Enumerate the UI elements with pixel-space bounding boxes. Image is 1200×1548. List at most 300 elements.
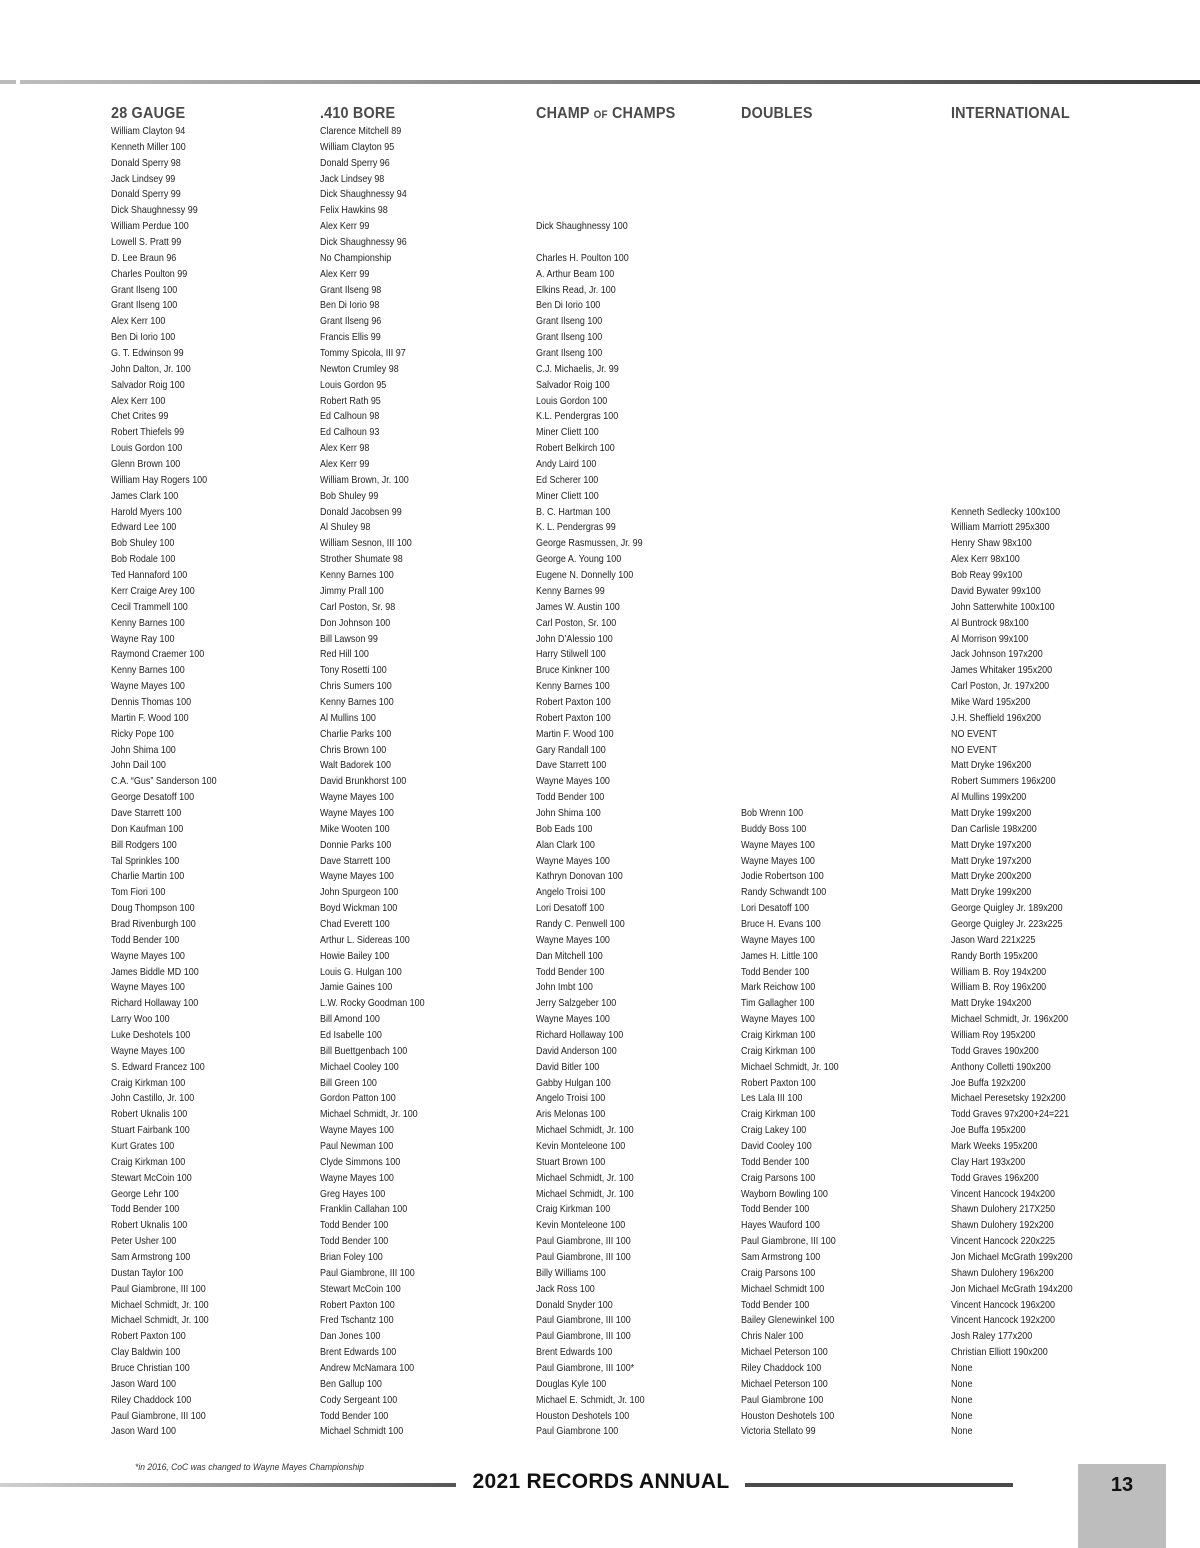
record-entry: Paul Giambrone, III 100: [741, 1236, 836, 1248]
record-entry: Mike Ward 195x200: [951, 696, 1031, 708]
record-entry: Ben Di Iorio 98: [320, 300, 380, 312]
record-entry: Edward Lee 100: [111, 522, 177, 534]
record-entry: Red Hill 100: [320, 649, 369, 661]
record-entry: Kenny Barnes 99: [536, 585, 605, 597]
record-entry: William Roy 195x200: [951, 1029, 1036, 1041]
record-entry: Alex Kerr 100: [111, 395, 166, 407]
record-entry: Martin F. Wood 100: [111, 712, 189, 724]
record-entry: J.H. Sheffield 196x200: [951, 712, 1042, 724]
record-entry: Michael Schmidt, Jr. 100: [536, 1125, 634, 1137]
record-entry: Carl Poston, Jr. 197x200: [951, 681, 1050, 693]
record-entry: Alex Kerr 100: [111, 316, 166, 328]
record-entry: Kenneth Miller 100: [111, 141, 186, 153]
record-entry: George Quigley Jr. 189x200: [951, 903, 1063, 915]
record-entry: [951, 219, 1073, 235]
record-entry: [741, 489, 839, 505]
record-entry: Bob Eads 100: [536, 823, 593, 835]
record-entry: Donald Sperry 99: [111, 189, 181, 201]
record-entry: Tom Fiori 100: [111, 887, 166, 899]
record-entry: Christian Elliott 190x200: [951, 1347, 1048, 1359]
record-entry: Michael E. Schmidt, Jr. 100: [536, 1394, 645, 1406]
record-entry: Robert Paxton 100: [111, 1331, 186, 1343]
record-entry: Donald Snyder 100: [536, 1299, 613, 1311]
record-entry: [951, 298, 1073, 314]
column-champ-of-champs: [536, 104, 691, 1438]
record-entry: [536, 235, 645, 251]
record-entry: [951, 235, 1073, 251]
record-entry: William Brown, Jr. 100: [320, 474, 409, 486]
record-entry: [536, 187, 645, 203]
record-entry: Bob Rodale 100: [111, 554, 176, 566]
record-entry: William Clayton 94: [111, 126, 186, 137]
record-entry: [741, 298, 839, 314]
record-entry: Wayne Mayes 100: [111, 1045, 185, 1057]
record-entry: Matt Dryke 196x200: [951, 760, 1032, 772]
bottom-rule-right: [745, 1483, 1013, 1487]
record-entry: Gary Randall 100: [536, 744, 606, 756]
record-entry: Matt Dryke 199x200: [951, 807, 1032, 819]
record-entry: Louis Gordon 100: [111, 443, 183, 455]
record-entry: Andrew McNamara 100: [320, 1363, 415, 1375]
record-entry: Ed Scherer 100: [536, 474, 599, 486]
record-entry: Peter Usher 100: [111, 1236, 177, 1248]
record-entry: [741, 362, 839, 378]
record-entry: James Clark 100: [111, 490, 179, 502]
record-entry: Michael Schmidt 100: [741, 1283, 825, 1295]
record-entry: Wayne Mayes 100: [536, 934, 610, 946]
record-entry: Douglas Kyle 100: [536, 1378, 607, 1390]
record-entry: John Shima 100: [536, 807, 601, 819]
record-entry: Dick Shaughnessy 96: [320, 237, 407, 249]
record-entry: Michael Schmidt, Jr. 100: [536, 1172, 634, 1184]
record-entry: Todd Bender 100: [320, 1236, 389, 1248]
record-entry: Paul Giambrone, III 100: [111, 1283, 206, 1295]
record-entry: Al Mullins 199x200: [951, 792, 1027, 804]
record-entry: Alan Clark 100: [536, 839, 595, 851]
record-entry: Paul Giambrone 100: [741, 1394, 824, 1406]
record-entry: Michael Peresetsky 192x200: [951, 1093, 1066, 1105]
record-entry: [951, 457, 1073, 473]
record-entry: [951, 140, 1073, 156]
record-entry: Vincent Hancock 194x200: [951, 1188, 1056, 1200]
record-entry: Jack Lindsey 99: [111, 173, 176, 185]
record-entry: Wayne Mayes 100: [320, 792, 394, 804]
record-entry: Wayne Mayes 100: [320, 1125, 394, 1137]
heading-part: CHAMPS: [611, 105, 676, 122]
record-entry: [741, 378, 839, 394]
record-entry: [741, 473, 839, 489]
record-entry: William Clayton 95: [320, 141, 395, 153]
record-entry: Robert Rath 95: [320, 395, 381, 407]
record-entry: John Spurgeon 100: [320, 887, 399, 899]
record-entry: William Hay Rogers 100: [111, 474, 208, 486]
record-entry: John Dail 100: [111, 760, 166, 772]
record-entry: John Imbt 100: [536, 982, 593, 994]
column-rows: [536, 124, 659, 1440]
record-entry: Dave Starrett 100: [536, 760, 607, 772]
record-entry: Eugene N. Donnelly 100: [536, 570, 634, 582]
record-entry: Donnie Parks 100: [320, 839, 392, 851]
record-entry: Joe Buffa 192x200: [951, 1077, 1026, 1089]
record-entry: [741, 695, 839, 711]
record-entry: [536, 172, 645, 188]
record-entry: Charlie Parks 100: [320, 728, 392, 740]
record-entry: Wayne Mayes 100: [741, 839, 815, 851]
record-entry: Dave Starrett 100: [111, 807, 182, 819]
column-rows: [741, 124, 852, 1440]
record-entry: [741, 425, 839, 441]
record-entry: Wayne Mayes 100: [741, 1014, 815, 1026]
record-entry: [951, 425, 1073, 441]
record-entry: Victoria Stellato 99: [741, 1426, 816, 1438]
record-entry: Wayne Ray 100: [111, 633, 175, 645]
record-entry: Clarence Mitchell 89: [320, 126, 402, 137]
record-entry: Luke Deshotels 100: [111, 1029, 191, 1041]
record-entry: Donald Jacobsen 99: [320, 506, 402, 518]
record-entry: John Satterwhite 100x100: [951, 601, 1055, 613]
record-entry: Lori Desatoff 100: [741, 903, 810, 915]
record-entry: Clay Hart 193x200: [951, 1156, 1026, 1168]
record-entry: C.A. “Gus” Sanderson 100: [111, 776, 217, 788]
column-rows: [320, 124, 439, 1440]
record-entry: Chris Brown 100: [320, 744, 387, 756]
record-entry: Craig Kirkman 100: [741, 1109, 816, 1121]
record-entry: Jack Lindsey 98: [320, 173, 385, 185]
record-entry: Bruce Kinkner 100: [536, 665, 610, 677]
column-heading: INTERNATIONAL: [951, 105, 1070, 122]
record-entry: Buddy Boss 100: [741, 823, 807, 835]
record-entry: Paul Giambrone, III 100*: [536, 1363, 635, 1375]
record-entry: Bruce Christian 100: [111, 1363, 190, 1375]
record-entry: David Bitler 100: [536, 1061, 600, 1073]
record-entry: Lowell S. Pratt 99: [111, 237, 182, 249]
column-28-gauge: [111, 104, 217, 1438]
record-entry: Kenny Barnes 100: [536, 681, 610, 693]
record-entry: [536, 124, 645, 140]
column-rows: [951, 124, 1089, 1440]
top-rule-left: [0, 80, 16, 84]
record-entry: Harold Myers 100: [111, 506, 182, 518]
record-entry: Franklin Callahan 100: [320, 1204, 408, 1216]
record-entry: Jack Johnson 197x200: [951, 649, 1043, 661]
record-entry: Paul Newman 100: [320, 1141, 394, 1152]
record-entry: Wayne Mayes 100: [111, 950, 185, 962]
record-entry: Tal Sprinkles 100: [111, 855, 180, 867]
record-entry: [951, 473, 1073, 489]
record-entry: C.J. Michaelis, Jr. 99: [536, 363, 619, 375]
record-entry: Wayne Mayes 100: [320, 871, 394, 883]
record-entry: Grant Ilseng 100: [536, 316, 603, 328]
record-entry: Vincent Hancock 196x200: [951, 1299, 1056, 1311]
footnote: *in 2016, CoC was changed to Wayne Mayes Championship: [135, 1462, 364, 1473]
record-entry: Bill Green 100: [320, 1077, 377, 1089]
record-entry: Wayne Mayes 100: [320, 1172, 394, 1184]
record-entry: Vincent Hancock 192x200: [951, 1315, 1056, 1327]
record-entry: Louis Gordon 95: [320, 379, 387, 391]
record-entry: Todd Graves 190x200: [951, 1045, 1039, 1057]
record-entry: [741, 283, 839, 299]
record-entry: Martin F. Wood 100: [536, 728, 614, 740]
record-entry: [741, 505, 839, 521]
footer-title: 2021 RECORDS ANNUAL: [472, 1470, 730, 1493]
record-entry: Stewart McCoin 100: [111, 1172, 192, 1184]
record-entry: Todd Bender 100: [320, 1410, 389, 1422]
record-entry: Kenneth Sedlecky 100x100: [951, 506, 1061, 518]
record-entry: Michael Schmidt, Jr. 100: [111, 1299, 209, 1311]
record-entry: Gabby Hulgan 100: [536, 1077, 611, 1089]
record-entry: Howie Bailey 100: [320, 950, 390, 962]
record-entry: Wayne Mayes 100: [111, 982, 185, 994]
record-entry: Aris Melonas 100: [536, 1109, 606, 1121]
record-entry: Charles Poulton 99: [111, 268, 188, 280]
record-entry: Bruce H. Evans 100: [741, 918, 821, 930]
record-entry: Michael Schmidt, Jr. 100: [320, 1109, 418, 1121]
record-entry: Todd Bender 100: [741, 1299, 810, 1311]
page-number-box: [1078, 1464, 1166, 1548]
record-entry: Gordon Patton 100: [320, 1093, 396, 1105]
record-entry: Arthur L. Sidereas 100: [320, 934, 410, 946]
record-entry: [741, 679, 839, 695]
record-entry: Fred Tschantz 100: [320, 1315, 394, 1327]
record-entry: Paul Giambrone 100: [536, 1426, 619, 1438]
record-entry: Chris Sumers 100: [320, 681, 392, 693]
record-entry: Richard Hollaway 100: [111, 998, 199, 1010]
record-entry: Wayne Mayes 100: [536, 855, 610, 867]
record-entry: Bill Amond 100: [320, 1014, 380, 1026]
record-entry: Michael Schmidt, Jr. 196x200: [951, 1014, 1069, 1026]
record-entry: NO EVENT: [951, 744, 997, 756]
record-entry: B. C. Hartman 100: [536, 506, 611, 518]
record-entry: Sam Armstrong 100: [111, 1252, 191, 1264]
record-entry: Michael Schmidt 100: [320, 1426, 404, 1438]
record-entry: Bill Rodgers 100: [111, 839, 177, 851]
record-entry: David Cooley 100: [741, 1141, 812, 1152]
record-entry: James H. Little 100: [741, 950, 818, 962]
record-entry: Wayne Mayes 100: [536, 776, 610, 788]
record-entry: Donald Sperry 98: [111, 157, 181, 169]
column-international: [951, 104, 1083, 1438]
record-entry: Craig Parsons 100: [741, 1172, 816, 1184]
record-entry: Stuart Fairbank 100: [111, 1125, 190, 1137]
record-entry: Bob Shuley 100: [111, 538, 175, 550]
record-entry: Donald Sperry 96: [320, 157, 390, 169]
record-entry: [951, 267, 1073, 283]
record-entry: Brent Edwards 100: [536, 1347, 613, 1359]
record-entry: David Bywater 99x100: [951, 585, 1041, 597]
record-entry: Todd Bender 100: [536, 966, 605, 978]
record-entry: S. Edward Francez 100: [111, 1061, 205, 1073]
record-entry: Dan Carlisle 198x200: [951, 823, 1037, 835]
record-entry: Tommy Spicola, III 97: [320, 348, 406, 360]
record-entry: Craig Kirkman 100: [741, 1045, 816, 1057]
column-heading: [536, 104, 675, 124]
record-entry: [741, 441, 839, 457]
record-entry: [741, 711, 839, 727]
record-entry: Michael Peterson 100: [741, 1347, 828, 1359]
record-entry: Randy C. Penwell 100: [536, 918, 625, 930]
record-entry: Charlie Martin 100: [111, 871, 185, 883]
record-entry: Matt Dryke 194x200: [951, 998, 1032, 1010]
record-entry: Alex Kerr 98x100: [951, 554, 1020, 566]
record-entry: Michael Schmidt, Jr. 100: [741, 1061, 839, 1073]
record-entry: Al Buntrock 98x100: [951, 617, 1029, 629]
record-entry: [536, 156, 645, 172]
record-entry: Paul Giambrone, III 100: [536, 1315, 631, 1327]
record-entry: G. T. Edwinson 99: [111, 348, 184, 360]
record-entry: Kenny Barnes 100: [320, 570, 394, 582]
record-entry: Greg Hayes 100: [320, 1188, 386, 1200]
record-entry: Todd Graves 196x200: [951, 1172, 1039, 1184]
record-entry: Dennis Thomas 100: [111, 696, 192, 708]
record-entry: Dan Jones 100: [320, 1331, 381, 1343]
record-entry: Kevin Monteleone 100: [536, 1220, 626, 1232]
record-entry: Brian Foley 100: [320, 1252, 383, 1264]
record-entry: William B. Roy 196x200: [951, 982, 1047, 994]
record-entry: Jimmy Prall 100: [320, 585, 384, 597]
top-rule: [20, 80, 1200, 84]
record-entry: Walt Badorek 100: [320, 760, 391, 772]
record-entry: Jack Ross 100: [536, 1283, 595, 1295]
record-entry: James W. Austin 100: [536, 601, 620, 613]
record-entry: Dustan Taylor 100: [111, 1267, 184, 1279]
record-entry: Miner Cliett 100: [536, 490, 599, 502]
record-entry: Paul Giambrone, III 100: [536, 1236, 631, 1248]
record-entry: Wayne Mayes 100: [741, 934, 815, 946]
record-entry: Jason Ward 221x225: [951, 934, 1036, 946]
record-entry: John Dalton, Jr. 100: [111, 363, 191, 375]
heading-part-small: OF: [593, 109, 608, 121]
column-410-bore: [320, 104, 425, 1438]
record-entry: Anthony Colletti 190x200: [951, 1061, 1051, 1073]
record-entry: [951, 330, 1073, 346]
record-entry: Dave Starrett 100: [320, 855, 391, 867]
record-entry: Grant Ilseng 98: [320, 284, 382, 296]
record-entry: [951, 378, 1073, 394]
record-entry: Wayne Mayes 100: [320, 807, 394, 819]
record-entry: Randy Borth 195x200: [951, 950, 1038, 962]
record-entry: Al Mullins 100: [320, 712, 376, 724]
record-entry: [741, 647, 839, 663]
record-entry: Clay Baldwin 100: [111, 1347, 181, 1359]
record-entry: [741, 314, 839, 330]
record-entry: Riley Chaddock 100: [111, 1394, 192, 1406]
record-entry: Felix Hawkins 98: [320, 205, 388, 217]
record-entry: [741, 568, 839, 584]
record-entry: Houston Deshotels 100: [536, 1410, 630, 1422]
record-entry: Todd Graves 97x200+24=221: [951, 1109, 1070, 1121]
record-entry: [951, 394, 1073, 410]
record-entry: Ben Gallup 100: [320, 1378, 382, 1390]
record-entry: Francis Ellis 99: [320, 332, 381, 344]
record-entry: [741, 346, 839, 362]
record-entry: L.W. Rocky Goodman 100: [320, 998, 425, 1010]
record-entry: Kerr Craige Arey 100: [111, 585, 195, 597]
record-entry: Todd Bender 100: [320, 1220, 389, 1232]
record-entry: [741, 632, 839, 648]
record-entry: [741, 251, 839, 267]
record-entry: [741, 172, 839, 188]
record-entry: Dick Shaughnessy 100: [536, 221, 628, 233]
record-entry: John Castillo, Jr. 100: [111, 1093, 195, 1105]
record-entry: Grant Ilseng 96: [320, 316, 382, 328]
record-entry: Craig Parsons 100: [741, 1267, 816, 1279]
record-entry: [741, 409, 839, 425]
record-entry: Angelo Troisi 100: [536, 1093, 606, 1105]
record-entry: Stewart McCoin 100: [320, 1283, 401, 1295]
record-entry: Craig Kirkman 100: [741, 1029, 816, 1041]
record-entry: Riley Chaddock 100: [741, 1363, 822, 1375]
record-entry: Jason Ward 100: [111, 1378, 176, 1390]
record-entry: Josh Raley 177x200: [951, 1331, 1033, 1343]
record-entry: Robert Thiefels 99: [111, 427, 185, 439]
record-entry: Cecil Trammell 100: [111, 601, 188, 613]
record-entry: Wayne Mayes 100: [536, 1014, 610, 1026]
record-entry: Kurt Grates 100: [111, 1141, 175, 1152]
record-entry: None: [951, 1363, 973, 1375]
record-entry: Grant Ilseng 100: [111, 300, 178, 312]
record-entry: Paul Giambrone, III 100: [320, 1267, 415, 1279]
record-entry: [741, 203, 839, 219]
record-entry: [741, 267, 839, 283]
record-entry: George Rasmussen, Jr. 99: [536, 538, 643, 550]
record-entry: K. L. Pendergras 99: [536, 522, 616, 534]
record-entry: Robert Summers 196x200: [951, 776, 1056, 788]
record-entry: Ricky Pope 100: [111, 728, 174, 740]
record-entry: Angelo Troisi 100: [536, 887, 606, 899]
record-entry: [951, 362, 1073, 378]
record-entry: [741, 790, 839, 806]
record-entry: [741, 536, 839, 552]
record-entry: Michael Peterson 100: [741, 1378, 828, 1390]
column-doubles: [741, 104, 839, 1438]
record-entry: Wayne Mayes 100: [741, 855, 815, 867]
record-entry: [951, 489, 1073, 505]
record-entry: D. Lee Braun 96: [111, 252, 177, 264]
column-heading: DOUBLES: [741, 105, 813, 122]
record-entry: [741, 187, 839, 203]
record-entry: Mark Weeks 195x200: [951, 1141, 1038, 1152]
record-entry: [951, 156, 1073, 172]
record-entry: Houston Deshotels 100: [741, 1410, 835, 1422]
record-entry: Alex Kerr 99: [320, 268, 370, 280]
record-entry: Shawn Dulohery 217X250: [951, 1204, 1056, 1216]
record-entry: None: [951, 1394, 973, 1406]
record-entry: Matt Dryke 197x200: [951, 839, 1032, 851]
record-entry: John D’Alessio 100: [536, 633, 613, 645]
record-entry: Lori Desatoff 100: [536, 903, 605, 915]
record-entry: [741, 727, 839, 743]
record-entry: Jon Michael McGrath 194x200: [951, 1283, 1073, 1295]
record-entry: Chet Crites 99: [111, 411, 169, 423]
record-entry: Jerry Salzgeber 100: [536, 998, 617, 1010]
record-entry: Harry Stilwell 100: [536, 649, 606, 661]
record-entry: Carl Poston, Sr. 100: [536, 617, 617, 629]
record-entry: [951, 283, 1073, 299]
record-entry: Don Johnson 100: [320, 617, 391, 629]
record-entry: Doug Thompson 100: [111, 903, 195, 915]
record-entry: Chad Everett 100: [320, 918, 390, 930]
page-number: 13: [1110, 1474, 1134, 1496]
record-entry: None: [951, 1410, 973, 1422]
record-entry: Ed Isabelle 100: [320, 1029, 382, 1041]
record-entry: William Perdue 100: [111, 221, 189, 233]
record-entry: Charles H. Poulton 100: [536, 252, 629, 264]
record-entry: Don Kaufman 100: [111, 823, 184, 835]
record-entry: Kenny Barnes 100: [111, 617, 185, 629]
record-entry: Ed Calhoun 93: [320, 427, 380, 439]
record-entry: Kevin Monteleone 100: [536, 1141, 626, 1152]
record-entry: George Lehr 100: [111, 1188, 179, 1200]
